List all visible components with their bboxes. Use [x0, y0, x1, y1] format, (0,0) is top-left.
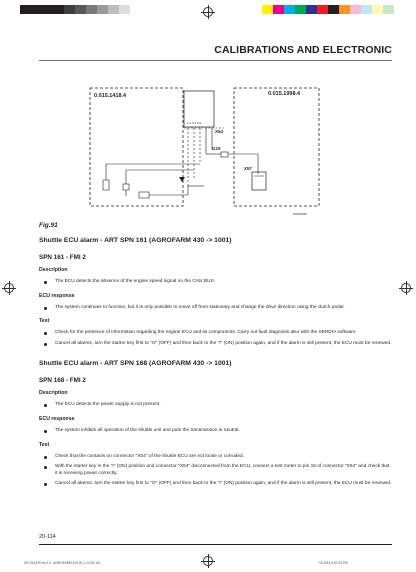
- description-label: Description: [39, 267, 68, 273]
- page-content: [39, 237, 393, 492]
- color-swatch: [273, 5, 284, 14]
- color-swatch: [262, 5, 273, 14]
- right-ecu-box: [234, 88, 319, 206]
- bullet-item: [39, 454, 393, 461]
- bullet-item: [39, 279, 393, 286]
- ecu-pins: 1 2 3 4 5 6: [187, 121, 202, 125]
- bullet-text: Cancel all alarms, turn the starter key first to "O" (OFF) and then back to the "I" (ON) position again, and if the alarm is still present, the ECU must be renewed.: [55, 481, 392, 487]
- diagram-label-right: 0.015.1998.4: [268, 91, 301, 97]
- bullet-text: The system inhibits all operation of the shuttle unit and puts the transmission in neutral.: [55, 427, 240, 433]
- color-swatch: [361, 5, 372, 14]
- print-slug-left: 307.W.0270.en.0.0 - AGROFARM 410 20-1-14 20-114: [24, 561, 101, 565]
- color-swatch: [317, 5, 328, 14]
- registration-mark-top-icon: [203, 7, 213, 17]
- registration-mark-left-icon: [4, 283, 14, 293]
- title-divider: [39, 60, 392, 61]
- color-swatch: [31, 5, 42, 14]
- connector-x54-label: X54: [215, 129, 224, 134]
- bullet-item: [39, 341, 393, 348]
- color-swatch: [75, 5, 86, 14]
- bullet-text: The ECU detects the power supply is not present.: [55, 402, 161, 408]
- bullet-text: With the starter key in the "I" (ON) position and connector "X54" disconnected from the ECU, connect a test meter to pin 15 of connector "X54" and check that it is receiving power correctly.: [55, 464, 390, 476]
- color-swatch: [86, 5, 97, 14]
- section-heading: Shuttle ECU alarm - ART SPN 161 (AGROFARM 430 -> 1001): [39, 237, 232, 244]
- bullet-icon: [44, 456, 47, 459]
- bullet-item: [39, 428, 393, 435]
- diagram-label-left: 0.015.1418.4: [94, 93, 127, 99]
- ground-arrow-icon: [179, 177, 185, 182]
- bullet-icon: [44, 307, 47, 310]
- bullet-icon: [44, 343, 47, 346]
- bullet-item: [39, 402, 393, 409]
- color-swatch: [372, 5, 383, 14]
- color-swatch: [64, 5, 75, 14]
- bullet-text: Check for the presence of information regarding the engine ECU and its components. Carry out fault diagnosis also with the SERDIA software.: [55, 330, 357, 336]
- bullet-icon: [44, 332, 47, 335]
- bullet-text: The system continues to function, but it is only possible to move off from stationary and change the drive direction using the clutch pedal.: [55, 304, 345, 310]
- bullet-icon: [44, 281, 47, 284]
- section-code: SPN 168 - FMI 2: [39, 377, 86, 385]
- figure-caption: Fig.91: [39, 222, 58, 229]
- bullet-icon: [44, 404, 47, 407]
- diagram-code: D0046630: [293, 212, 307, 216]
- bullet-text: Cancel all alarms, turn the starter key first to "O" (OFF) and then back to the "I" (ON) position again, and if the alarm is still present, the ECU must be renewed.: [55, 340, 392, 346]
- color-swatch: [42, 5, 53, 14]
- bullet-icon: [44, 483, 47, 486]
- bullet-text: Check that the contacts on connector "X54" of the shuttle ECU are not loose or corroded.: [55, 453, 244, 459]
- registration-mark-right-icon: [401, 283, 411, 293]
- color-swatch: [97, 5, 108, 14]
- color-swatch: [108, 5, 119, 14]
- color-swatch: [284, 5, 295, 14]
- description-label: Description: [39, 390, 68, 397]
- bullet-icon: [44, 430, 47, 433]
- bullet-item: [39, 305, 393, 312]
- spacer: [39, 351, 393, 360]
- bullet-icon: [44, 466, 47, 469]
- color-swatch: [295, 5, 306, 14]
- color-swatch: [350, 5, 361, 14]
- color-swatch: [20, 5, 31, 14]
- color-swatch: [130, 5, 141, 14]
- test-label: Test: [39, 441, 50, 448]
- color-bar: [262, 5, 394, 14]
- section-code: SPN 161 - FMI 2: [39, 254, 86, 261]
- wiring-diagram-svg: [84, 82, 324, 222]
- ecu-response-label: ECU response: [39, 415, 75, 422]
- connector-x57-label: X57: [244, 166, 253, 171]
- section-heading: Shuttle ECU alarm - ART SPN 168 (AGROFARM 430 -> 1001): [39, 360, 232, 368]
- grayscale-bar: [20, 5, 141, 14]
- connector-g19-label: G19: [212, 146, 221, 151]
- color-swatch: [119, 5, 130, 14]
- bullet-item: [39, 464, 393, 477]
- bullet-item: [39, 481, 393, 488]
- left-ecu-box: [90, 88, 183, 206]
- print-slug-right: 7.8.2014 9:47:23 PM: [318, 561, 348, 565]
- bullet-text: The ECU detects the absence of the engine speed signal on the CAN BUS.: [55, 279, 215, 284]
- color-swatch: [306, 5, 317, 14]
- page-title: CALIBRATIONS AND ELECTRONIC: [214, 44, 392, 56]
- bullet-item: [39, 330, 393, 337]
- wiring-diagram: [84, 82, 324, 222]
- page-number: 20-114: [39, 534, 56, 540]
- test-label: Test: [39, 318, 50, 325]
- color-swatch: [383, 5, 394, 14]
- ecu-response-label: ECU response: [39, 292, 75, 299]
- color-swatch: [339, 5, 350, 14]
- color-swatch: [328, 5, 339, 14]
- footer-divider: [39, 544, 392, 545]
- color-swatch: [53, 5, 64, 14]
- registration-mark-bottom-icon: [203, 556, 213, 566]
